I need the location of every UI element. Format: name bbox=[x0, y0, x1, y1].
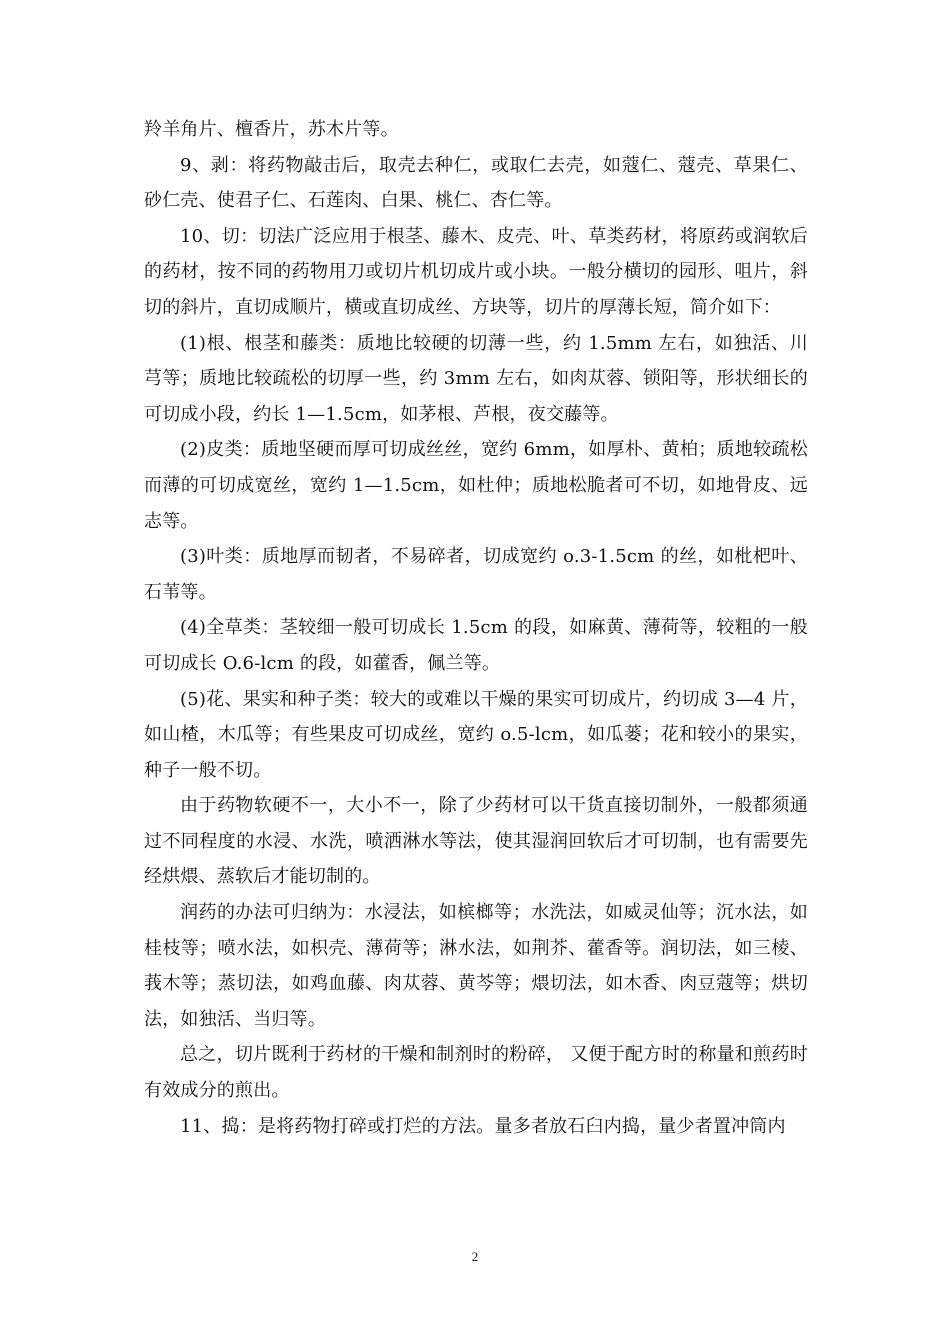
paragraph-item-10: 10、切：切法广泛应用于根茎、藤木、皮壳、叶、草类药材，将原药或润软后的药材，按不同的药物用刀或切片机切成片或小块。一般分横切的园形、咀片，斜切的斜片，直切成顺片，横或直切成丝、方块等，切片的厚薄长短，简介如下： bbox=[144, 225, 808, 318]
paragraph-moistening-methods: 润药的办法可归纳为：水浸法，如槟榔等；水洗法，如威灵仙等；沉水法，如桂枝等；喷水法，如枳壳、薄荷等；淋水法，如荆芥、藿香等。润切法，如三棱、莪木等；蒸切法，如鸡血藤、肉苁蓉、黄芩等；煨切法，如木香、肉豆蔻等；烘切法，如独活、当归等。 bbox=[144, 902, 808, 1030]
page-number: 2 bbox=[471, 1249, 479, 1264]
document-body bbox=[144, 112, 808, 1144]
paragraph-continuation: 羚羊角片、檀香片，苏木片等。 bbox=[144, 119, 399, 140]
paragraph-item-11: 11、捣：是将药物打碎或打烂的方法。量多者放石臼内捣，量少者置冲筒内 bbox=[180, 1115, 786, 1137]
paragraph-item-9: 9、剥：将药物敲击后，取壳去种仁，或取仁去壳，如蔻仁、蔻壳、草果仁、砂仁壳、使君子仁、石莲肉、白果、桃仁、杏仁等。 bbox=[144, 154, 808, 212]
paragraph-roots: (1)根、根茎和藤类：质地比较硬的切薄一些，约 1.5mm 左右，如独活、川芎等；质地比较疏松的切厚一些，约 3mm 左右，如肉苁蓉、锁阳等，形状细长的可切成小段，约长 1—1.5cm，如茅根、芦根，夜交藤等。 bbox=[144, 332, 808, 425]
paragraph-bark: (2)皮类：质地坚硬而厚可切成丝丝，宽约 6mm，如厚朴、黄柏；质地较疏松而薄的可切成宽丝，宽约 1—1.5cm，如杜仲；质地松脆者可不切，如地骨皮、远志等。 bbox=[144, 439, 808, 532]
paragraph-softening: 由于药物软硬不一，大小不一，除了少药材可以干货直接切制外，一般都须通过不同程度的水浸、水洗，喷洒淋水等法，使其湿润回软后才可切制，也有需要先经烘煨、蒸软后才能切制的。 bbox=[144, 795, 808, 888]
paragraph-flowers-fruits: (5)花、果实和种子类：较大的或难以干燥的果实可切成片，约切成 3—4 片，如山楂，木瓜等；有些果皮可切成丝，宽约 o.5-lcm，如瓜蒌；花和较小的果实，种子一般不切。 bbox=[144, 688, 808, 781]
paragraph-whole-herb: (4)全草类：茎较细一般可切成长 1.5cm 的段，如麻黄、薄荷等，较粗的一般可切成长 O.6-lcm 的段，如藿香，佩兰等。 bbox=[144, 617, 808, 674]
paragraph-summary: 总之，切片既利于药材的干燥和制剂时的粉碎， 又便于配方时的称量和煎药时有效成分的煎出。 bbox=[144, 1044, 808, 1102]
paragraph-leaves: (3)叶类：质地厚而韧者，不易碎者，切成宽约 o.3-1.5cm 的丝，如枇杷叶、石苇等。 bbox=[144, 546, 808, 603]
